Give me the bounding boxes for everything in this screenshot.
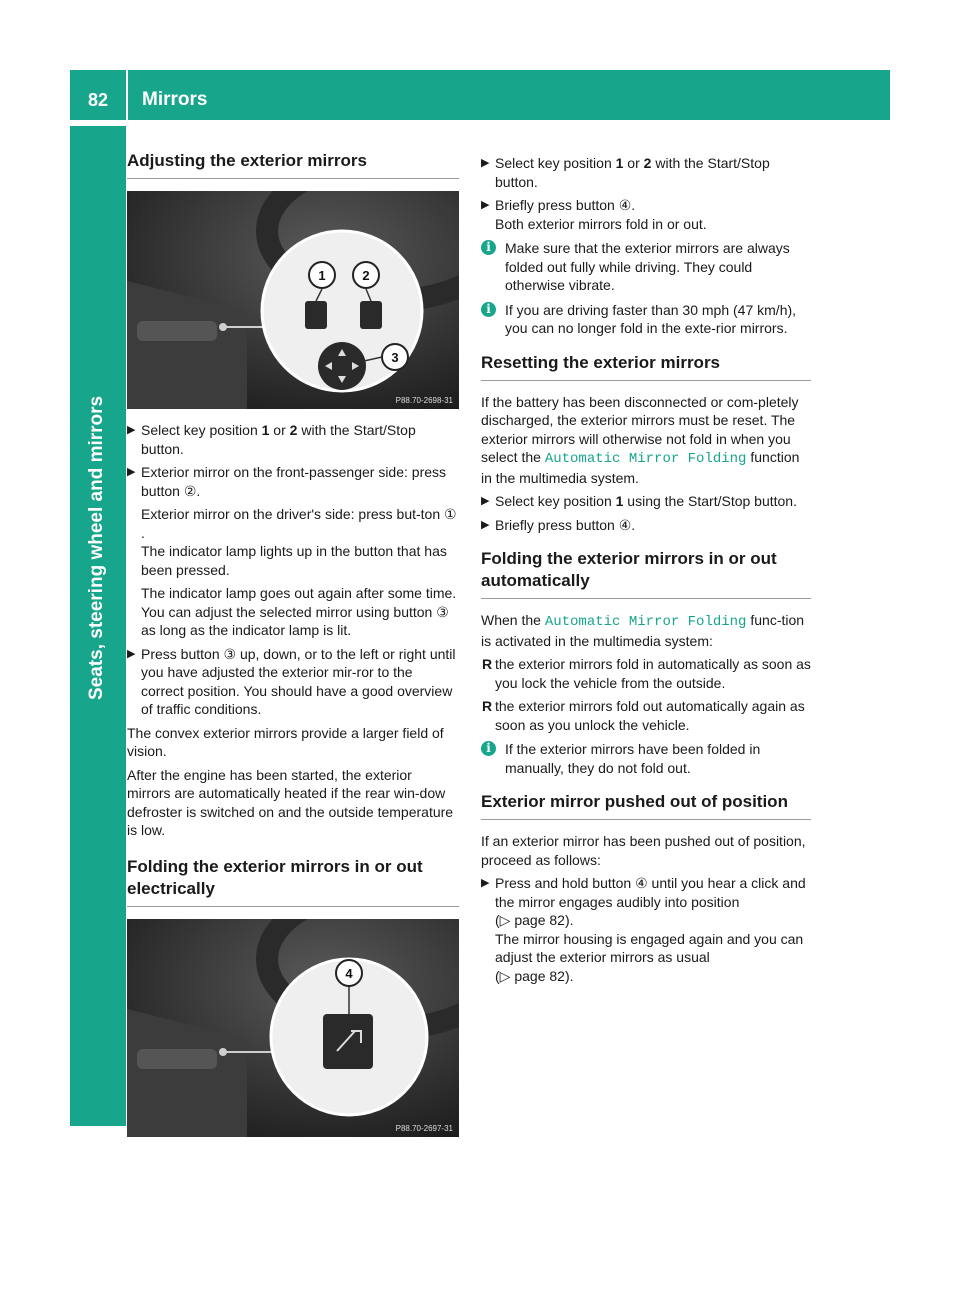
right-column (481, 154, 811, 990)
info-icon: i (481, 302, 496, 317)
step-arrow-icon: ▶ (481, 157, 490, 169)
step: ▶ Select key position 1 or 2 with the Start/Stop button. (127, 422, 416, 457)
step-arrow-icon: ▶ (481, 518, 490, 531)
callout-4-label: 4 (345, 965, 353, 981)
step: ▶ Briefly press button ④. (481, 516, 636, 533)
paragraph: The convex exterior mirrors provide a larger field of vision. (127, 724, 444, 759)
header-divider (126, 70, 128, 120)
bullet-r-icon: R (482, 656, 493, 672)
left-column (127, 150, 459, 1149)
page-ref-arrow-icon: ▷ (499, 967, 511, 984)
step-arrow-icon: ▶ (127, 424, 136, 436)
section-heading: Folding the exterior mirrors in or out electrically (127, 856, 423, 898)
bullet-r-icon: R (482, 698, 493, 714)
step-arrow-icon: ▶ (481, 877, 490, 889)
figure-code: P88.70-2698-31 (395, 396, 453, 405)
section-rule (481, 380, 811, 381)
callout-3-label: 3 (391, 350, 399, 365)
section-rule (127, 906, 459, 907)
info-note: i Make sure that the exterior mirrors are always folded out fully while driving. They could otherwise vibrate. (481, 239, 811, 295)
callout-2-label: 2 (362, 268, 370, 283)
figure-code: P88.70-2697-31 (395, 1123, 453, 1133)
paragraph: When the Automatic Mirror Folding func-tion is activated in the multimedia system: (481, 612, 805, 649)
step: ▶ Press button ③ up, down, or to the left or right until you have adjusted the exterior mir-ror to the correct position. You should have a good overview of traffic conditions. (127, 645, 456, 717)
step: ▶ Select key position 1 or 2 with the Start/Stop button. (481, 155, 770, 190)
section-rule (481, 819, 811, 820)
step-arrow-icon: ▶ (127, 466, 136, 478)
list-item: R the exterior mirrors fold out automatically again as soon as you unlock the vehicle. (482, 698, 805, 733)
step: ▶ Briefly press button ④. Both exterior mirrors fold in or out. (481, 197, 707, 232)
step: ▶ Press and hold button ④ until you hear a click and the mirror engages audibly into position (▷ page 82). The mirror housing is engaged again and you can adjust the exterior mirrors as usual (▷ page 82). (481, 875, 806, 984)
list-item: R the exterior mirrors fold in automatically as soon as you lock the vehicle from the outside. (482, 656, 811, 691)
step: ▶ Exterior mirror on the front-passenger side: press button ②. Exterior mirror on the driver's side: press but-ton ①. The indicator lamp lights up in the button that has been pressed. The indicator lamp goes out again after some time. You can adjust the selected mirror using button ③ as long as the indicator lamp is lit. (127, 464, 457, 638)
mirror-adjust-figure (127, 191, 459, 409)
step: ▶ Select key position 1 using the Start/Stop button. (481, 493, 797, 509)
sidebar-label: Seats, steering wheel and mirrors (86, 395, 107, 700)
step-arrow-icon: ▶ (127, 647, 136, 660)
page-number: 82 (87, 90, 109, 110)
section-heading: Adjusting the exterior mirrors (127, 151, 367, 170)
info-icon: i (481, 240, 496, 255)
section-heading: Folding the exterior mirrors in or out automatically (481, 549, 777, 590)
section-rule (127, 178, 459, 179)
section-heading: Resetting the exterior mirrors (481, 352, 721, 372)
callout-1-label: 1 (318, 268, 326, 283)
info-icon: i (481, 741, 496, 756)
paragraph: If an exterior mirror has been pushed out of position, proceed as follows: (481, 833, 806, 868)
section-rule (481, 598, 811, 599)
chapter-title: Mirrors (142, 89, 208, 110)
page-ref-arrow-icon: ▷ (499, 912, 511, 928)
info-note: i If the exterior mirrors have been folded in manually, they do not fold out. (481, 740, 811, 777)
mirror-fold-figure (127, 919, 459, 1137)
info-note: i If you are driving faster than 30 mph (47 km/h), you can no longer fold in the exte-rior mirrors. (481, 301, 811, 338)
page-header (70, 70, 890, 120)
step-arrow-icon: ▶ (481, 495, 490, 507)
step-arrow-icon: ▶ (481, 199, 490, 211)
section-heading: Exterior mirror pushed out of position (481, 792, 788, 811)
paragraph: If the battery has been disconnected or com-pletely discharged, the exterior mirrors must be reset. The exterior mirrors will otherwise not fold in when you select the Automatic Mirror Folding function in the multimedia system. (481, 393, 800, 486)
paragraph: After the engine has been started, the exterior mirrors are automatically heated if the rear win-dow defroster is switched on and the outside temperature is low. (127, 766, 454, 838)
